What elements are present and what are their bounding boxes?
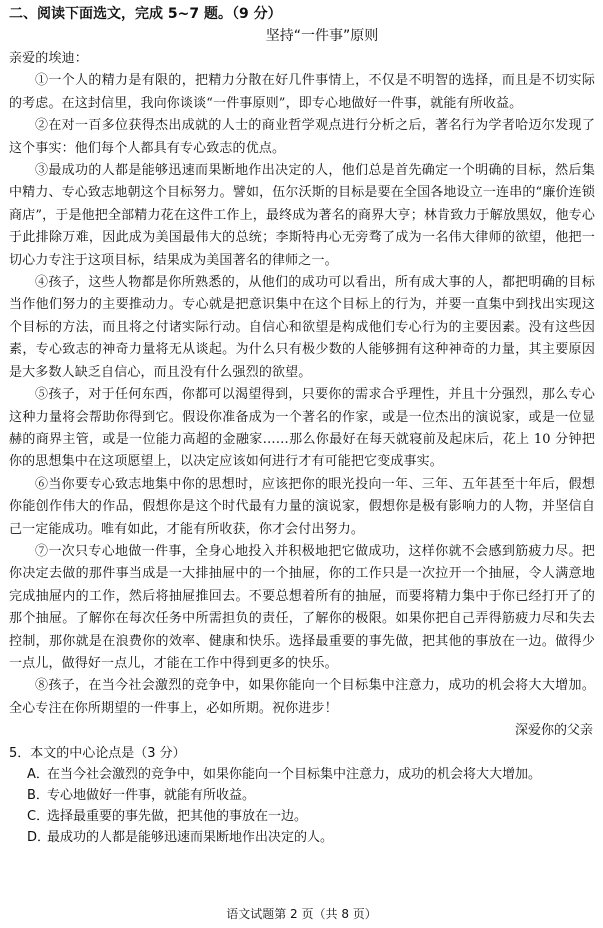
option-c-key: C．	[27, 809, 50, 825]
paragraph-1: ①一个人的精力是有限的，把精力分散在好几件事情上，不仅是不明智的选择，而且是不切实际的考虑。在这封信里，我向你谈谈“一件事原则”，即专心地做好一件事，就能有所收益。	[9, 73, 595, 111]
option-d-text: 最成功的人都是能够迅速而果断地作出决定的人。	[47, 830, 334, 846]
paragraph-5: ⑤孩子，对于任何东西，你都可以渴望得到，只要你的需求合乎理性，并且十分强烈，那么专心这种力量将会帮助你得到它。假设你准备成为一个著名的作家，或是一位杰出的演说家，或是一位显赫的商界主管，或是一位能力高超的金融家……那么你最好在每天就寝前及起床后，花上 10 分钟把你的思想集中在这项愿望上，以决定应该如何进行才有可能把它变成事实。	[9, 387, 595, 470]
option-d-key: D．	[27, 830, 51, 846]
paragraph-6: ⑥当你要专心致志地集中你的思想时，应该把你的眼光投向一年、三年、五年甚至十年后，假想你能创作伟大的作品，假想你是这个时代最有力量的演说家，假想你是极有影响力的人物，并坚信自己一定能成功。唯有如此，才能有所收获，你才会付出努力。	[9, 476, 595, 537]
page-footer: 语文试题第 2 页（共 8 页）	[226, 907, 377, 921]
option-c[interactable]	[9, 806, 595, 827]
letter-greeting: 亲爱的埃迪：	[9, 51, 88, 66]
option-b[interactable]	[9, 785, 595, 806]
article-title: 坚持“一件事”原则	[265, 28, 379, 44]
paragraph-4: ④孩子，这些人物都是你所熟悉的，从他们的成功可以看出，所有成大事的人，都把明确的目标当作他们努力的主要推动力。专心就是把意识集中在这个目标上的行为，并要一直集中到找出实现这个目标的方法，而且将之付诸实际行动。自信心和欲望是构成他们专心行为的主要因素。没有这些因素，专心致志的神奇力量将无从谈起。为什么只有极少数的人能够拥有这种神奇的力量，其主要原因是大多数人缺乏自信心，而且没有什么强烈的欲望。	[9, 275, 595, 380]
section-heading: 二、阅读下面选文，完成 5~7 题。（9 分）	[9, 6, 282, 22]
question-stem: 5．本文的中心论点是（3 分）	[9, 746, 186, 762]
paragraph-8: ⑧孩子，在当今社会激烈的竞争中，如果你能向一个目标集中注意力，成功的机会将大大增加。全心专注在你所期望的一件事上，必如所期。祝你进步！	[9, 678, 595, 716]
letter-signature: 深爱你的父亲	[514, 723, 593, 739]
paragraph-2: ②在对一百多位获得杰出成就的人士的商业哲学观点进行分析之后，著名行为学者哈迈尔发现了这个事实：他们每个人都具有专心致志的优点。	[9, 118, 595, 156]
letter-body	[9, 48, 595, 720]
option-c-text: 选择最重要的事先做，把其他的事放在一边。	[47, 809, 308, 825]
paragraph-7: ⑦一次只专心地做一件事，全身心地投入并积极地把它做成功，这样你就不会感到筋疲力尽。把你决定去做的那件事当成是一大排抽屉中的一个抽屉，你的工作只是一次拉开一个抽屉，令人满意地完成抽屉内的工作，然后将抽屉推回去。不要总想着所有的抽屉，而要将精力集中于你已经打开了的那个抽屉。了解你在每次任务中所需担负的责任，了解你的极限。如果你把自己弄得筋疲力尽和失去控制，那你就是在浪费你的效率、健康和快乐。选择最重要的事先做，把其他的事放在一边。做得少一点儿，做得好一点儿，才能在工作中得到更多的快乐。	[9, 543, 595, 671]
option-a-text: 在当今社会激烈的竞争中，如果你能向一个目标集中注意力，成功的机会将大大增加。	[47, 767, 542, 783]
option-d[interactable]	[9, 827, 595, 848]
option-b-text: 专心地做好一件事，就能有所收益。	[47, 788, 256, 804]
option-a[interactable]	[9, 764, 595, 785]
option-b-key: B．	[27, 788, 49, 804]
question-5	[9, 743, 595, 848]
option-a-key: A．	[27, 767, 49, 783]
option-list	[9, 764, 595, 848]
paragraph-3: ③最成功的人都是能够迅速而果断地作出决定的人，他们总是首先确定一个明确的目标，然后集中精力、专心致志地朝这个目标努力。譬如，伍尔沃斯的目标是要在全国各地设立一连串的“廉价连锁商店”，于是他把全部精力花在这件工作上，最终成为著名的商界大亨；林肯致力于解放黑奴，他专心于此排除万难，因此成为美国最伟大的总统；李斯特冉心无旁骛了成为一名伟大律师的欲望，他把一切心力专注于这项目标，结果成为美国著名的律师之一。	[9, 163, 595, 268]
